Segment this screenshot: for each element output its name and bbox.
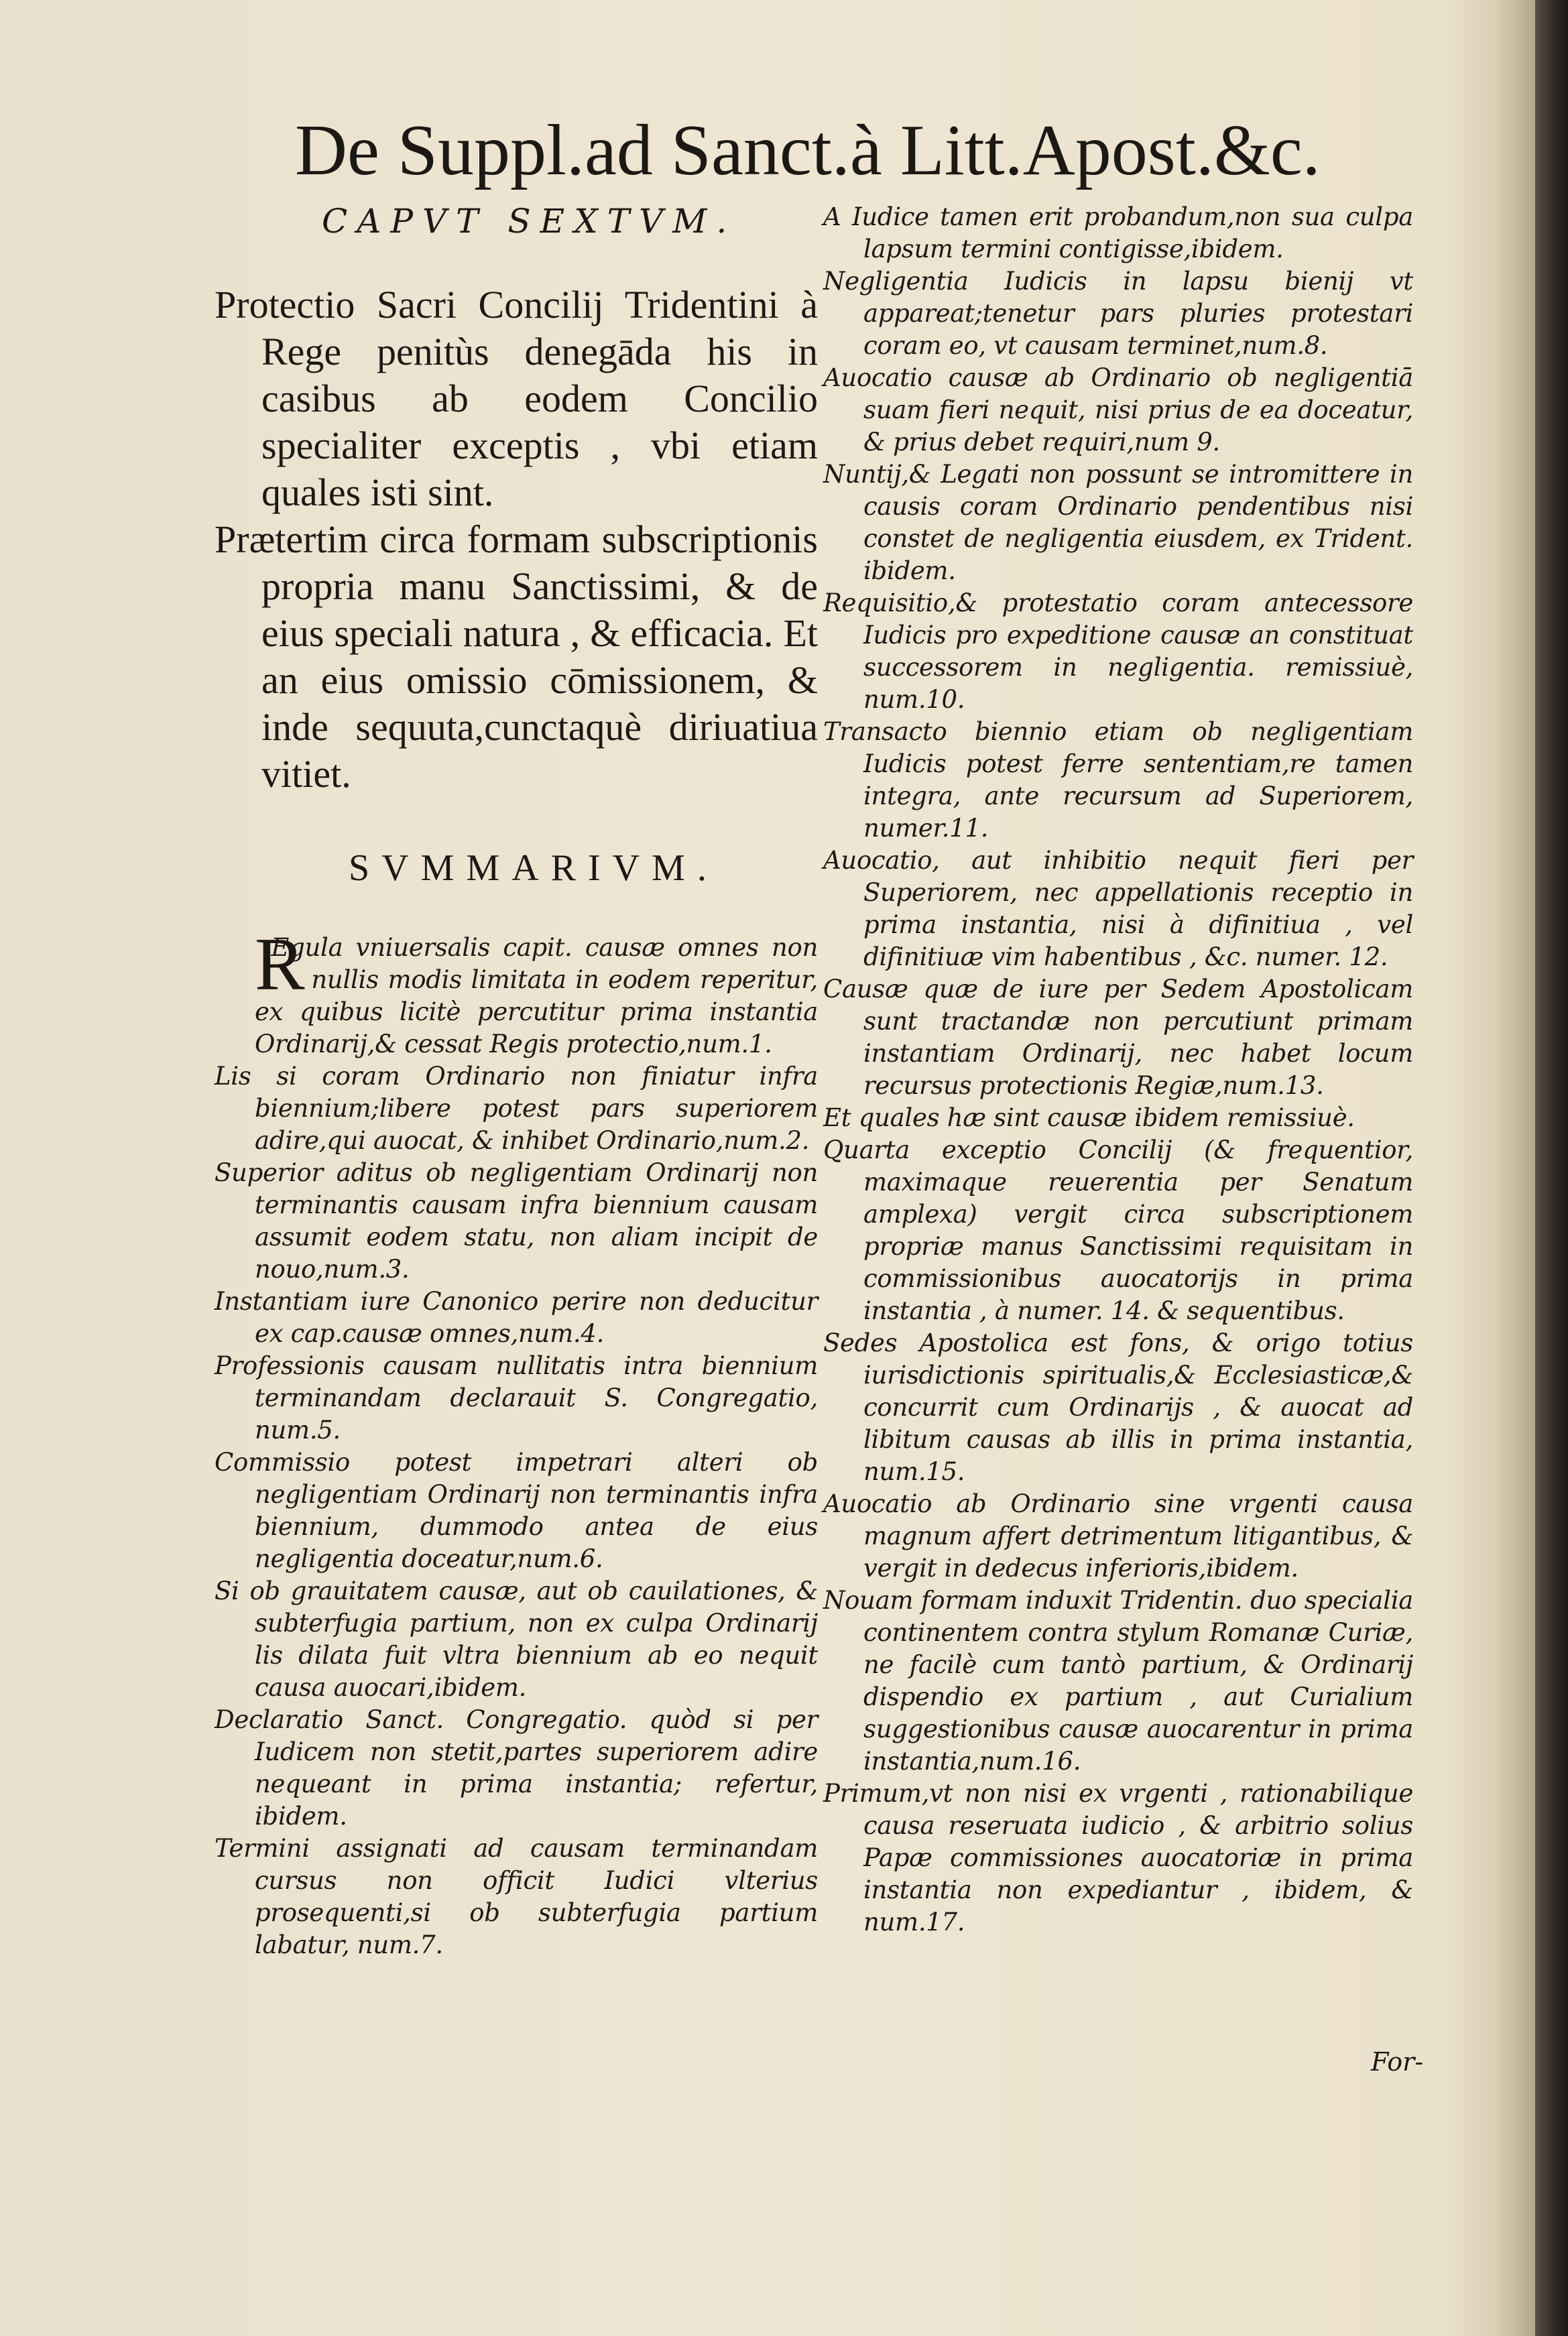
summary-entry: Instantiam iure Canonico perire non deducitur ex cap.causæ omnes,num.4. [215,1287,818,1348]
catchword: For- [1371,2047,1424,2077]
summary-entry: Et quales hæ sint causæ ibidem remissiuè. [823,1103,1355,1132]
summary-entry [215,923,818,1060]
summary-entry: Transacto biennio etiam ob negligentiam Iudicis potest ferre sententiam,re tamen integra, ante recursum ad Superiorem, numer.11. [823,717,1413,843]
left-column [215,201,818,1961]
chapter-argument [215,282,818,798]
summary-entry: Nuntij,& Legati non possunt se intromittere in causis coram Ordinario pendentibus nisi constet de negligentia eiusdem, ex Trident. ibidem. [823,460,1413,585]
summary-entry: Commissio potest impetrari alteri ob negligentiam Ordinarij non terminantis infra biennium, dummodo antea de eius negligentia doceatur,num.6. [215,1448,818,1573]
argument-paragraph: Protectio Sacri Concilij Tridentini à Rege penitùs denegāda his in casibus ab eodem Concilio specialiter exceptis , vbi etiam quales isti sint. [215,283,818,514]
right-column [823,201,1413,1939]
summary-entry: Requisitio,& protestatio coram antecessore Iudicis pro expeditione causæ an constituat successorem in negligentia. remissiuè, num.10. [823,589,1413,714]
summary-entry-text: Egula vniuersalis capit. causæ omnes non nullis modis limitata in eodem reperitur, ex quibus licitè percutitur prima instantia Ordinarij,& cessat Regis protectio,num.1. [255,933,818,1058]
summary-entry: Superior aditus ob negligentiam Ordinarij non terminantis causam infra biennium causam assumit eodem statu, non aliam incipit de nouo,num.3. [215,1158,818,1284]
summary-entry: Termini assignati ad causam terminandam cursus non officit Iudici vlterius prosequenti,si ob subterfugia partium labatur, num.7. [215,1834,818,1959]
page-edge-shadow [1535,0,1568,2336]
summary-entry: Negligentia Iudicis in lapsu bienij vt appareat;tenetur pars pluries protestari coram eo, vt causam terminet,num.8. [823,267,1413,360]
summary-entry: Lis si coram Ordinario non finiatur infra biennium;libere potest pars superiorem adire,qui auocat, & inhibet Ordinario,num.2. [215,1062,818,1155]
summary-entry: Nouam formam induxit Tridentin. duo specialia continentem contra stylum Romanæ Curiæ, ne facilè cum tantò partium, & Ordinarij dispendio ex partium , aut Curialium suggestionibus causæ auocarentur in prima instantia,num.16. [823,1586,1413,1776]
summary-entry: Primum,vt non nisi ex vrgenti , rationabilique causa reseruata iudicio , & arbitrio solius Papæ commissiones auocatoriæ in prima instantia non expediantur , ibidem, & num.17. [823,1779,1413,1937]
summary-entry: Auocatio ab Ordinario sine vrgenti causa magnum affert detrimentum litigantibus, & vergit in dedecus inferioris,ibidem. [823,1489,1413,1583]
argument-paragraph: Prætertim circa formam subscriptionis propria manu Sanctissimi, & de eius speciali natura , & efficacia. Et an eius omissio cōmissionem, & inde sequuta,cunctaquè diriuatiua vitiet. [215,517,818,796]
summary-entry: Causæ quæ de iure per Sedem Apostolicam sunt tractandæ non percutiunt primam instantiam Ordinarij, nec habet locum recursus protectionis Regiæ,num.13. [823,975,1413,1100]
drop-initial: R [255,923,305,1006]
summary-entry: Declaratio Sanct. Congregatio. quòd si per Iudicem non stetit,partes superiorem adire nequeant in prima instantia; refertur, ibidem. [215,1705,818,1831]
summary-entry: Quarta exceptio Concilij (& frequentior, maximaque reuerentia per Senatum amplexa) vergit circa subscriptionem propriæ manus Sanctissimi requisitam in commissionibus auocatorijs in prima instantia , à numer. 14. & sequentibus. [823,1135,1413,1325]
summary-entry: Sedes Apostolica est fons, & origo totius iurisdictionis spiritualis,& Ecclesiasticæ,& concurrit cum Ordinarijs , & auocat ad libitum causas ab illis in prima instantia, num.15. [823,1329,1413,1486]
summary-list-left [215,923,818,1961]
summary-entry: Auocatio, aut inhibitio nequit fieri per Superiorem, nec appellationis receptio in prima instantia, nisi à difinitiua , vel difinitiuæ vim habentibus , &c. numer. 12. [823,846,1413,971]
running-head: De Suppl.ad Sanct.à Litt.Apost.&c. [295,111,1321,190]
summary-title: SVMMARIVM. [349,847,719,889]
summary-entry: Si ob grauitatem causæ, aut ob cauilationes, & subterfugia partium, non ex culpa Ordinarij lis dilata fuit vltra biennium ab eo nequit causa auocari,ibidem. [215,1577,818,1702]
summary-entry: A Iudice tamen erit probandum,non sua culpa lapsum termini contigisse,ibidem. [823,202,1413,263]
chapter-title: CAPVT SEXTVM. [322,202,737,241]
summary-entry: Professionis causam nullitatis intra biennium terminandam declarauit S. Congregatio, num.5. [215,1351,818,1444]
summary-entry: Auocatio causæ ab Ordinario ob negligentiā suam fieri nequit, nisi prius de ea doceatur, & prius debet requiri,num 9. [823,363,1413,456]
